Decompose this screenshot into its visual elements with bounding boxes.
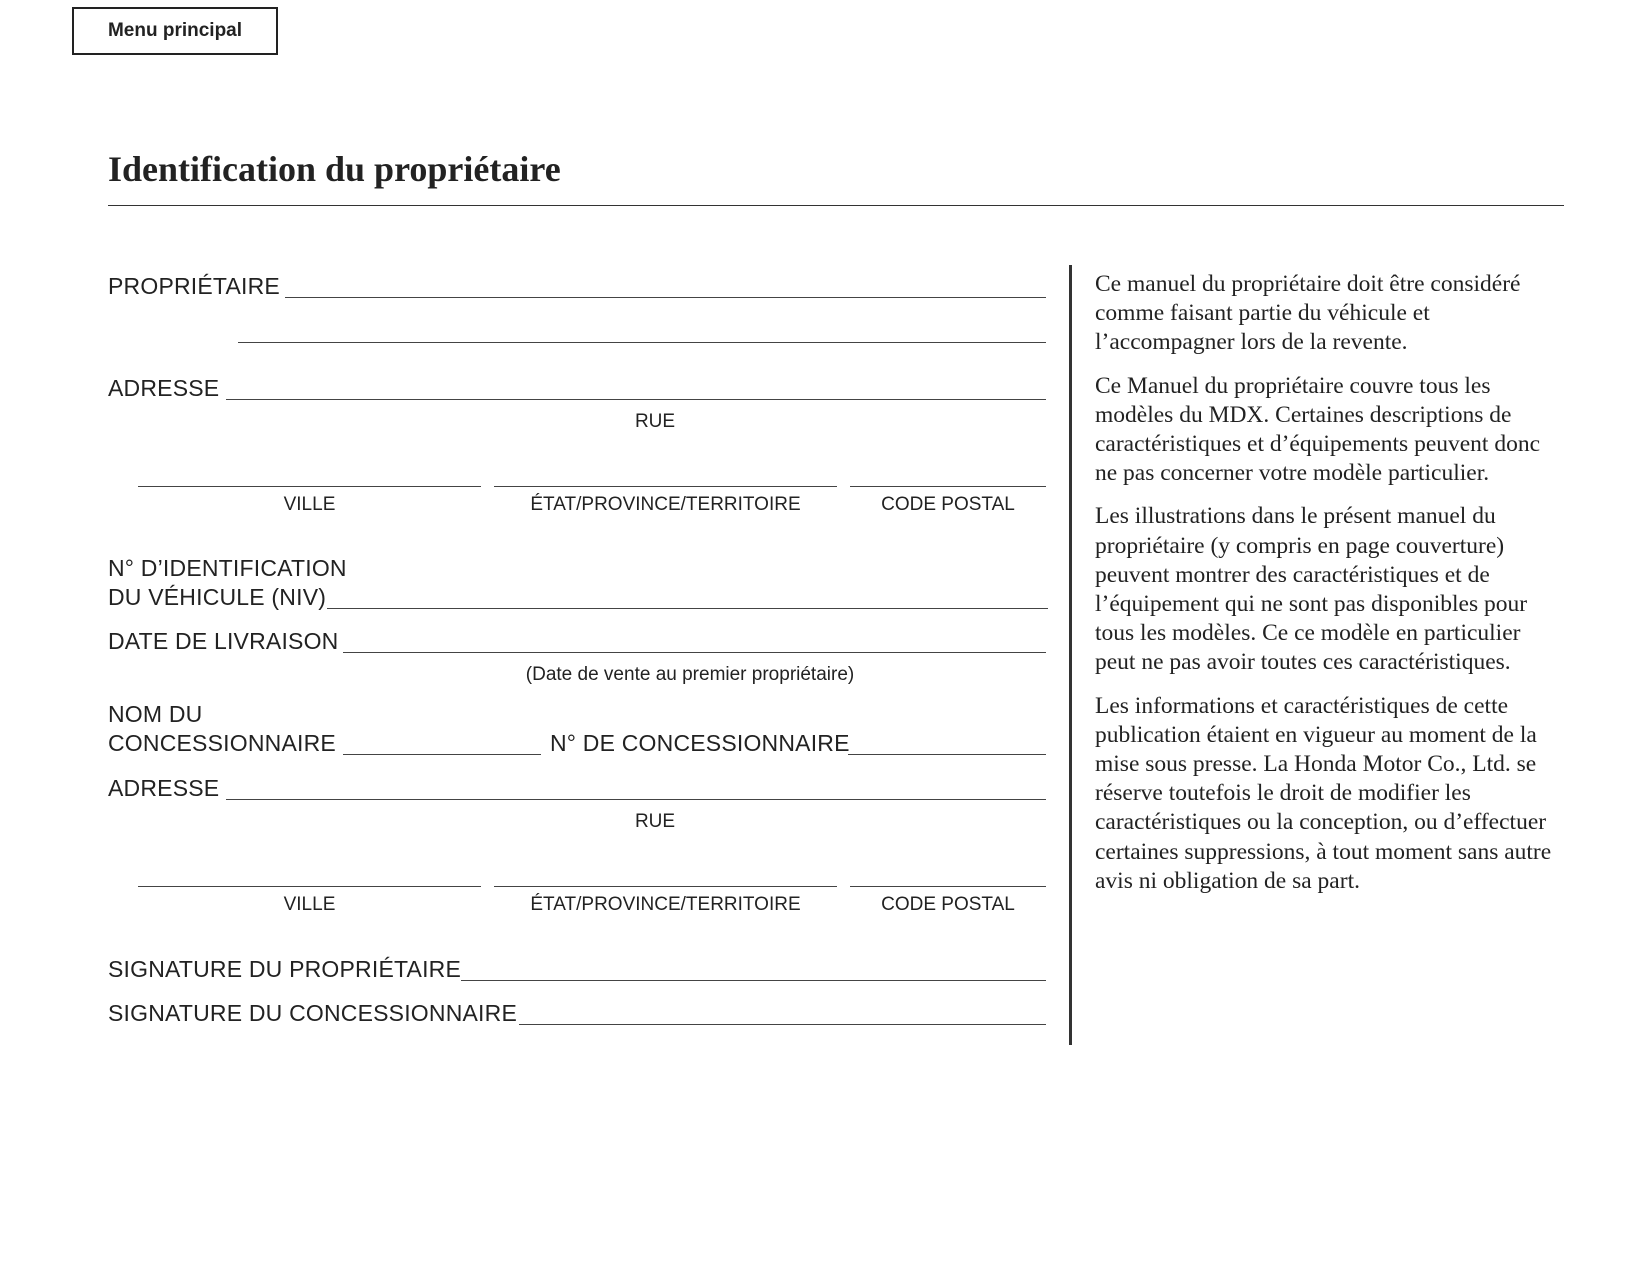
note-paragraph: Ce Manuel du propriétaire couvre tous les modèles du MDX. Certaines descriptions de caractéristiques et d’équipements peuvent donc ne pas concerner votre modèle particulier. [1095,372,1541,487]
title-divider [108,205,1564,206]
vin-field[interactable] [327,608,1048,609]
dealer-number-label: N° DE CONCESSIONNAIRE [550,730,850,756]
owner-signature-label: SIGNATURE DU PROPRIÉTAIRE [108,956,462,982]
postal-code-caption: CODE POSTAL [881,494,1015,515]
main-menu-button[interactable]: Menu principal [72,7,278,55]
delivery-date-caption: (Date de vente au premier propriétaire) [525,664,855,685]
state-caption: ÉTAT/PROVINCE/TERRITOIRE [530,494,801,515]
note-paragraph: Ce manuel du propriétaire doit être considéré comme faisant partie du véhicule et l’accompagner lors de la revente. [1095,271,1521,356]
dealer-signature-label: SIGNATURE DU CONCESSIONNAIRE [108,1000,517,1026]
dealer-number-field[interactable] [848,754,1046,755]
column-divider [1069,265,1072,1045]
note-paragraph: Les informations et caractéristiques de cette publication étaient en vigueur au moment de la mise sous presse. La Honda Motor Co., Ltd. se réserve toutefois le droit de modifier les caractéristiques ou la conception, ou d’effectuer certaines suppressions, à tout moment sans autre avis ni obligation de sa part. [1095,692,1552,894]
page-title: Identification du propriétaire [108,149,561,189]
delivery-date-label: DATE DE LIVRAISON [108,628,339,654]
street-caption: RUE [634,411,676,432]
vin-label-line2: DU VÉHICULE (NIV) [108,584,327,610]
dealer-postal-code-caption: CODE POSTAL [881,894,1015,915]
dealer-city-field[interactable] [138,886,481,887]
dealer-name-label-line1: NOM DU [108,701,203,727]
dealer-name-field[interactable] [343,754,541,755]
delivery-date-field[interactable] [343,652,1046,653]
dealer-street-field[interactable] [226,799,1046,800]
city-field[interactable] [138,486,481,487]
notes-column [1095,270,1565,910]
owner-field-line2[interactable] [238,342,1046,343]
note-paragraph: Les illustrations dans le présent manuel du propriétaire (y compris en page couverture) peuvent montrer des caractéristiques et de l’équipement qui ne sont pas disponibles pour tous les modèles. Ce ce modèle en particulier peut ne pas avoir toutes ces caractéristiques. [1095,503,1528,676]
owner-label: PROPRIÉTAIRE [108,273,280,299]
dealer-address-label: ADRESSE [108,775,220,801]
state-field[interactable] [494,486,837,487]
dealer-city-caption: VILLE [283,894,336,915]
vin-label-line1: N° D’IDENTIFICATION [108,555,347,581]
dealer-postal-code-field[interactable] [850,886,1046,887]
owner-signature-field[interactable] [461,980,1046,981]
dealer-state-caption: ÉTAT/PROVINCE/TERRITOIRE [530,894,801,915]
address-label: ADRESSE [108,375,220,401]
owner-field[interactable] [285,297,1046,298]
postal-code-field[interactable] [850,486,1046,487]
dealer-street-caption: RUE [634,811,676,832]
dealer-state-field[interactable] [494,886,837,887]
dealer-signature-field[interactable] [519,1024,1046,1025]
city-caption: VILLE [283,494,336,515]
dealer-name-label-line2: CONCESSIONNAIRE [108,730,336,756]
street-field[interactable] [226,399,1046,400]
